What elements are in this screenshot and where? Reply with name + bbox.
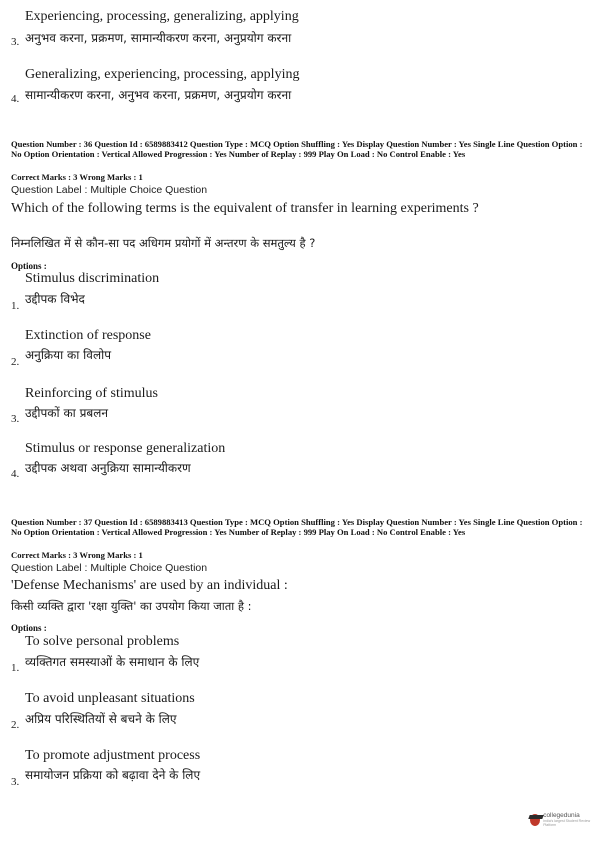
option-text-hi: अप्रिय परिस्थितियों से बचने के लिए: [25, 712, 177, 726]
option-text-en: Experiencing, processing, generalizing, applying: [25, 9, 299, 24]
question-label: Question Label : Multiple Choice Question: [11, 184, 208, 196]
options-label: Options :: [11, 623, 47, 633]
marks-info: Correct Marks : 3 Wrong Marks : 1: [11, 172, 143, 182]
option-text-en: To avoid unpleasant situations: [25, 691, 195, 706]
question-text-hi: किसी व्यक्ति द्वारा 'रक्षा युक्ति' का उपयोग किया जाता है :: [11, 599, 252, 613]
option-number: 4.: [11, 93, 20, 105]
option-number: 3.: [11, 776, 20, 788]
option-text-hi: सामान्यीकरण करना, अनुभव करना, प्रक्रमण, अनुप्रयोग करना: [25, 88, 292, 102]
option-text-hi: अनुभव करना, प्रक्रमण, सामान्यीकरण करना, अनुप्रयोग करना: [25, 31, 292, 45]
option-text-hi: समायोजन प्रक्रिया को बढ़ावा देने के लिए: [25, 768, 201, 782]
option-number: 4.: [11, 468, 20, 480]
option-text-en: Extinction of response: [25, 328, 151, 343]
option-text-en: To solve personal problems: [25, 634, 180, 649]
question-metadata: Question Number : 37 Question Id : 6589883413 Question Type : MCQ Option Shuffling : Yes Display Question Number : Yes Single Line Question Option : No Option Orientation : Vertical Allowed Progression : Yes Number of Replay : 999 Play On Load : No Control Enable : Yes: [11, 517, 583, 537]
option-number: 3.: [11, 413, 20, 425]
option-number: 1.: [11, 300, 20, 312]
question-label: Question Label : Multiple Choice Question: [11, 562, 208, 574]
logo-tagline: India's largest Student Review Platform: [543, 819, 591, 827]
option-text-en: To promote adjustment process: [25, 748, 201, 763]
option-text-hi: उद्दीपकों का प्रबलन: [25, 406, 109, 420]
options-label: Options :: [11, 261, 47, 271]
question-text-en: 'Defense Mechanisms' are used by an individual :: [11, 578, 288, 593]
question-text-en: Which of the following terms is the equivalent of transfer in learning experiments ?: [11, 201, 479, 216]
option-text-en: Generalizing, experiencing, processing, applying: [25, 67, 300, 82]
option-number: 3.: [11, 36, 20, 48]
marks-info: Correct Marks : 3 Wrong Marks : 1: [11, 550, 143, 560]
option-text-hi: अनुक्रिया का विलोप: [25, 348, 112, 362]
logo-name: collegedunia: [543, 812, 580, 819]
option-number: 2.: [11, 356, 20, 368]
option-text-hi: व्यक्तिगत समस्याओं के समाधान के लिए: [25, 655, 200, 669]
option-text-hi: उद्दीपक अथवा अनुक्रिया सामान्यीकरण: [25, 461, 191, 475]
question-text-hi: निम्नलिखित में से कौन-सा पद अधिगम प्रयोगों में अन्तरण के समतुल्य है ?: [11, 236, 316, 250]
question-metadata: Question Number : 36 Question Id : 6589883412 Question Type : MCQ Option Shuffling : Yes Display Question Number : Yes Single Line Question Option : No Option Orientation : Vertical Allowed Progression : Yes Number of Replay : 999 Play On Load : No Control Enable : Yes: [11, 139, 583, 159]
graduation-cap-icon: [530, 814, 540, 826]
option-number: 2.: [11, 719, 20, 731]
collegedunia-logo: [530, 812, 595, 827]
option-text-en: Stimulus discrimination: [25, 271, 160, 286]
option-text-en: Stimulus or response generalization: [25, 441, 226, 456]
option-number: 1.: [11, 662, 20, 674]
option-text-hi: उद्दीपक विभेद: [25, 292, 85, 306]
option-text-en: Reinforcing of stimulus: [25, 386, 158, 401]
